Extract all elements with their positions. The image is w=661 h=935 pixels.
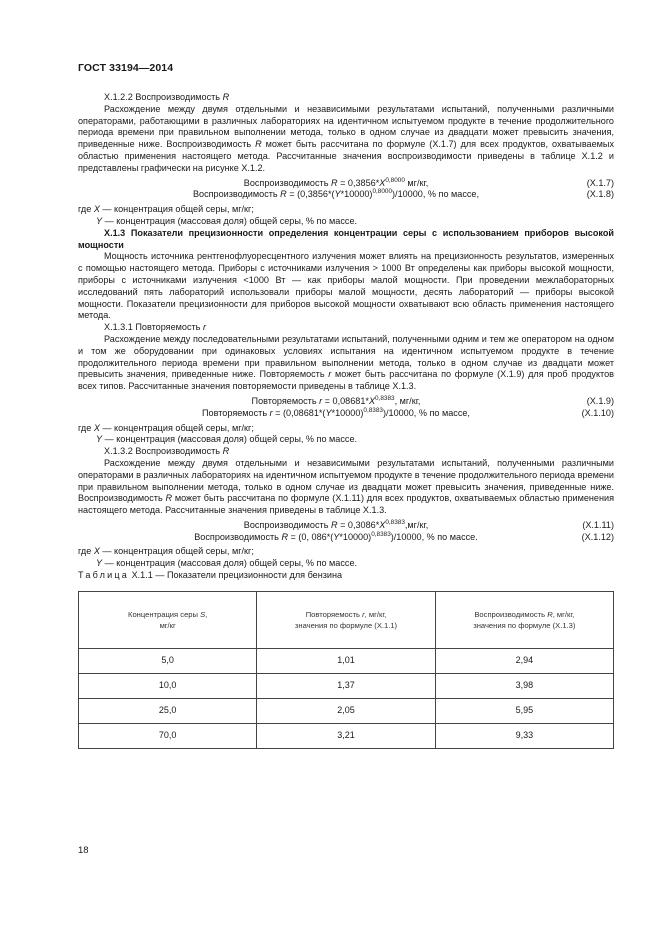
table-header-cell: Повторяемость r, мг/кг, значения по формуле (X.1.1): [257, 591, 435, 648]
table-cell: 1,01: [257, 648, 435, 673]
formula-x112: Воспроизводимость R = (0, $086*(Y*10000)^{0,8383})/10000$, % по массе. (X.1.12): [194, 530, 614, 542]
table-header-cell: Концентрация серы S, мг/кг: [79, 591, 257, 648]
table-row: [79, 648, 614, 673]
formula-x111: Воспроизводимость $R = 0,3086*X^{0,8383},мг/кг$, (X.1.11): [243, 518, 614, 530]
table-row: [79, 723, 614, 748]
table-cell: 2,05: [257, 698, 435, 723]
section-heading-x122: X.1.2.2 Воспроизводимость R: [104, 92, 230, 102]
table-cell: 2,94: [435, 648, 613, 673]
formula-number: (X.1.12): [581, 531, 614, 542]
formula-x17: Воспроизводимость $R = 0,3856*X^{0,8000}$ мг/кг, (X.1.7): [243, 176, 614, 188]
table-row: [79, 673, 614, 698]
formula-x18: Воспроизводимость $R = (0,3856*(Y*10000)^{0,8000})/10000$, % по массе, (X.1.8): [192, 188, 614, 200]
page-content: [78, 92, 614, 749]
table-cell: 3,98: [435, 673, 613, 698]
table-cell: 9,33: [435, 723, 613, 748]
table-cell: 3,21: [257, 723, 435, 748]
formula-number: (X.1.10): [581, 407, 614, 418]
where-x-x122: где X — концентрация общей серы, мг/кг;: [78, 204, 254, 215]
where-x-x132: где X — концентрация общей серы, мг/кг;: [78, 546, 254, 557]
formula-number: (X.1.9): [586, 395, 614, 406]
section-heading-x13: X.1.3 Показатели прецизионности определения концентрации серы с использованием приборов высокой мощности: [78, 227, 614, 250]
table-cell: 70,0: [79, 723, 257, 748]
table-cell: 5,95: [435, 698, 613, 723]
where-y-x132: Y — концентрация (массовая доля) общей серы, % по массе.: [96, 558, 358, 569]
paragraph-x132: Расхождение между двумя отдельными и независимыми результатами испытаний, полученными различными операторами в различных лабораториях на идентичном испытуемом продукте в течение продолжительного периода времени при правильном выполнении метода, только в одном случае из двадцати может превысить значения, приведенные ниже. Воспроизводимость R может быть рассчитана по формуле (X.1.11) для всех продуктов, охватываемых областью применения настоящего метода. Рассчитанные значения приведены в таблице X.1.3.: [78, 457, 614, 516]
formula-number: (X.1.11): [582, 519, 614, 530]
section-heading-x131: X.1.3.1 Повторяемость r: [104, 322, 206, 333]
formula-number: (X.1.7): [586, 177, 614, 188]
table-cell: 5,0: [79, 648, 257, 673]
section-heading-x132: X.1.3.2 Воспроизводимость R: [104, 446, 230, 457]
paragraph-x13: Мощность источника рентгенофлуоресцентного излучения может влиять на прецизионность результатов, измеренных с помощью настоящего метода. Приборы с источниками излучения > 1000 Вт определены как приборы высокой мощности, приборы с источниками излучения <1000 Вт — как приборы малой мощности. При проведении межлабораторных исследований пять лабораторий использовали приборы малой мощности, десять лабораторий — приборы высокой мощности. Показатели прецизионности для приборов высокой мощности охватывают всю область применения настоящего метода.: [78, 251, 614, 321]
where-y-x122: Y — концентрация (массовая доля) общей серы, % по массе.: [96, 215, 358, 226]
formula-number: (X.1.8): [586, 189, 614, 200]
table-cell: 10,0: [79, 673, 257, 698]
precision-table: [78, 591, 614, 749]
table-caption: Таблица X.1.1 — Показатели прецизионности для бензина: [78, 570, 343, 581]
table-header-cell: Воспроизводимость R, мг/кг, значения по формуле (X.1.3): [435, 591, 613, 648]
table-header-row: [79, 591, 614, 648]
paragraph-x122: Расхождение между двумя отдельными и независимыми результатами испытаний, полученными различными операторами, работающими в различных лабораториях на идентичном испытуемом продукте в течение продолжительного периода времени при правильном выполнении метода, только в одном случае из двадцати может превысить значения, приведенные ниже. Воспроизводимость R может быть рассчитана по формуле (X.1.7) для всех продуктов, охватываемых областью применения настоящего метода. Рассчитанные значения воспроизводимости приведены в таблице X.1.2 и представлены графически на рисунке X.1.2.: [78, 103, 614, 173]
formula-x110: Повторяемость $r = (0,08681*(Y*10000)^{0,8383})/10000$, % по массе, (X.1.10): [202, 406, 614, 418]
standard-header: ГОСТ 33194—2014: [78, 62, 174, 74]
table-cell: 25,0: [79, 698, 257, 723]
where-y-x131: Y — концентрация (массовая доля) общей серы, % по массе.: [96, 434, 358, 445]
where-x-x131: где X — концентрация общей серы, мг/кг;: [78, 422, 254, 433]
formula-x19: Повторяемость $r = 0,08681*X^{0,8383}$, мг/кг, (X.1.9): [251, 394, 614, 406]
page-number: 18: [78, 845, 89, 856]
paragraph-x131: Расхождение между последовательными результатами испытаний, полученными одним и тем же оператором на одном и том же оборудовании при одинаковых условиях испытания на идентичном испытуемом продукте в течение продолжительного периода времени при правильном выполнении метода, только в одном случае из двадцати может превысить значения, приведенные ниже. Повторяемость r может быть рассчитана по формуле (X.1.9) для проб продуктов всех типов. Рассчитанные значения повторяемости приведены в таблице X.1.3.: [78, 333, 614, 392]
table-cell: 1,37: [257, 673, 435, 698]
table-row: [79, 698, 614, 723]
